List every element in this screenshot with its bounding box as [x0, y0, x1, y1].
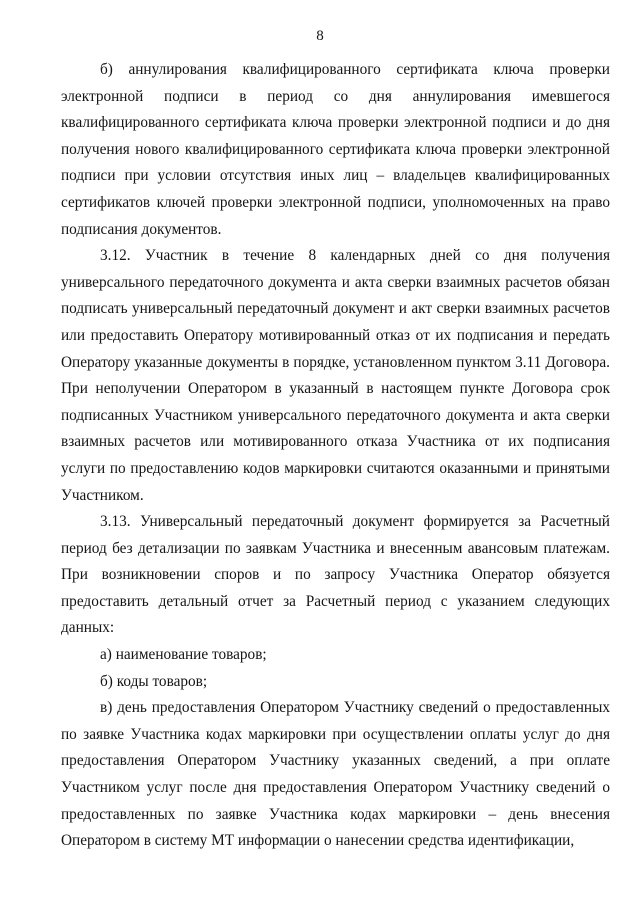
page-number: 8	[316, 28, 324, 44]
list-item-provision-day: в) день предоставления Оператором Участнику сведений о предоставленных по заявке Участника кодах маркировки при осуществлении оплаты услуг до дня предоставления Оператором Участнику указанных сведений, а при оплате Участником услуг после дня предоставления Оператором Участнику сведений о предоставленных по заявке Участника кодах маркировки – день внесения Оператором в систему МТ информации о нанесении средства идентификации,	[61, 699, 610, 850]
document-body	[61, 57, 610, 855]
paragraph-3-13: 3.13. Универсальный передаточный документ формируется за Расчетный период без детализации по заявкам Участника и внесенным авансовым платежам. При возникновении споров и по запросу Участника Оператор обязуется предоставить детальный отчет за Расчетный период с указанием следующих данных:	[61, 513, 610, 637]
paragraph-annulment: б) аннулирования квалифицированного сертификата ключа проверки электронной подписи в период со дня аннулирования имевшегося квалифицированного сертификата ключа проверки электронной подписи и до дня получения нового квалифицированного сертификата ключа проверки электронной подписи при условии отсутствия иных лиц – владельцев квалифицированных сертификатов ключей проверки электронной подписи, уполномоченных на право подписания документов.	[61, 61, 610, 238]
list-item-goods-names: а) наименование товаров;	[100, 646, 267, 664]
paragraph-3-12: 3.12. Участник в течение 8 календарных дней со дня получения универсального передаточного документа и акта сверки взаимных расчетов обязан подписать универсальный передаточный документ и акт сверки взаимных расчетов или предоставить Оператору мотивированный отказ от их подписания и передать Оператору указанные документы в порядке, установленном пунктом 3.11 Договора. При неполучении Оператором в указанный в настоящем пункте Договора срок подписанных Участником универсального передаточного документа и акта сверки взаимных расчетов или мотивированного отказа Участника от их подписания услуги по предоставлению кодов маркировки считаются оказанными и принятыми Участником.	[61, 247, 610, 504]
list-item-goods-codes: б) коды товаров;	[100, 672, 208, 690]
